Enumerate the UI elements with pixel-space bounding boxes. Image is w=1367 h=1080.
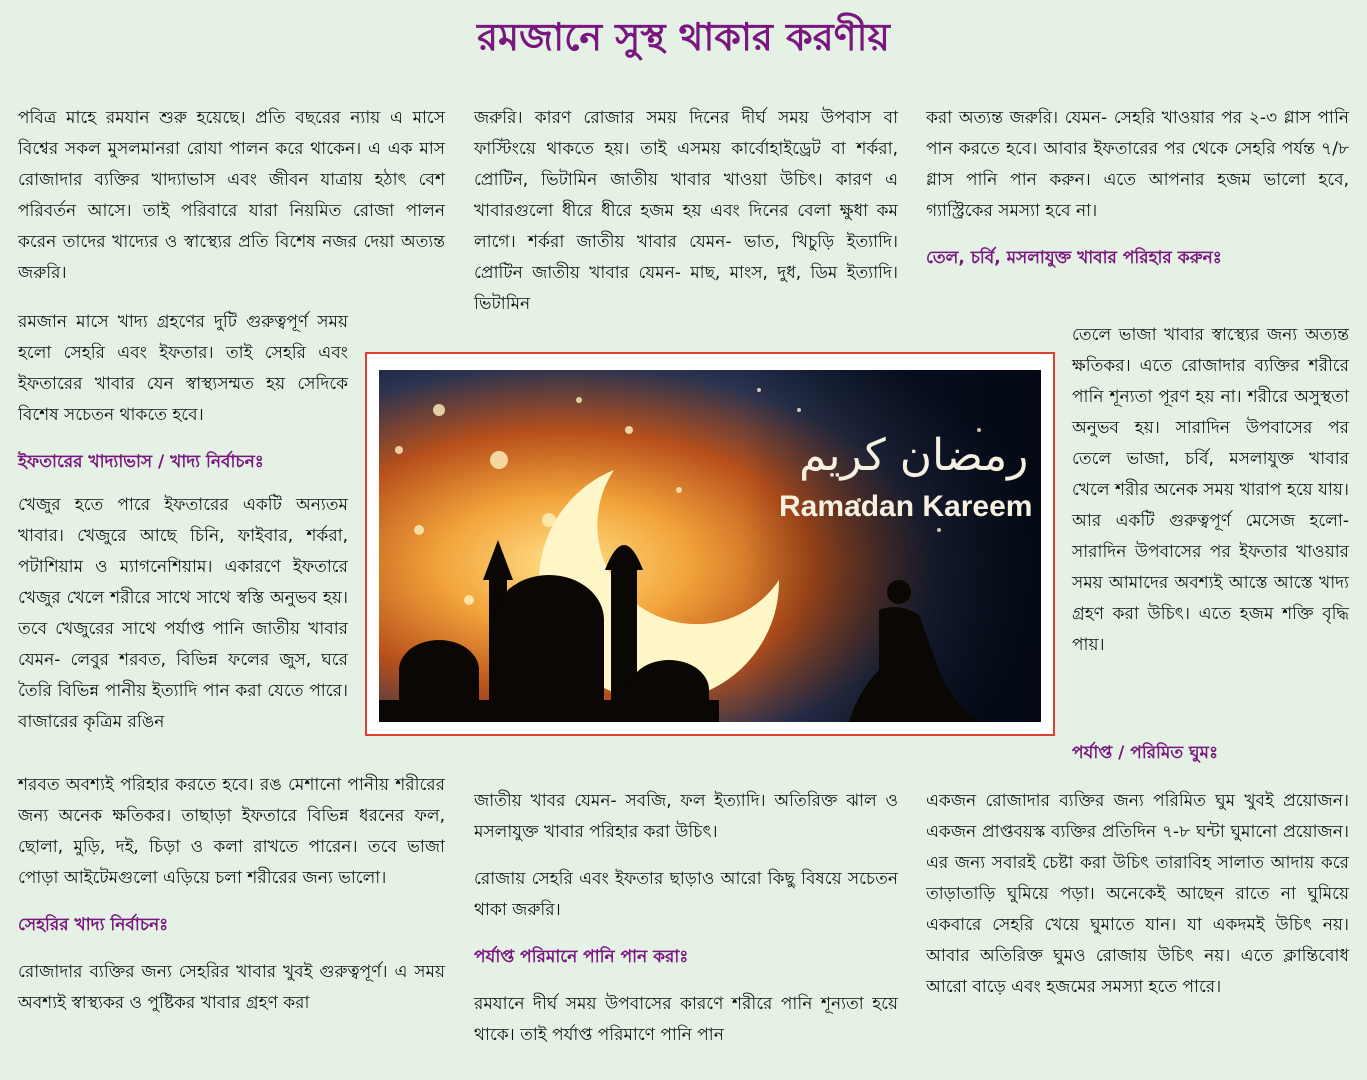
image-caption: Ramadan Kareem xyxy=(779,490,1033,523)
section-heading-iftar: ইফতারের খাদ্যাভাস / খাদ্য নির্বাচনঃ xyxy=(18,452,264,472)
paragraph: রোজাদার ব্যক্তির জন্য সেহরির খাবার খুবই গুরুত্বপূর্ণ। এ সময় অবশ্যই স্বাস্থ্যকর ও পুষ্টিকর খাবার গ্রহণ করা xyxy=(18,962,445,1013)
arabic-calligraphy: رمضان كريم xyxy=(799,430,1029,481)
section-heading-water: পর্যাপ্ত পরিমানে পানি পান করাঃ xyxy=(474,947,689,967)
paragraph: একজন রোজাদার ব্যক্তির জন্য পরিমিত ঘুম খুবই প্রয়োজন। একজন প্রাপ্তবয়স্ক ব্যক্তির প্রতিদিন ৭-৮ ঘন্টা ঘুমানো প্রয়োজন। এর জন্য সবারই চেষ্টা করা উচিৎ তারাবিহ সালাত আদায় করে তাড়াতাড়ি ঘুমিয়ে পড়া। অনেকেই আছেন রাতে না ঘুমিয়ে একবারে সেহরি খেয়ে ঘুমাতে যান। যা একদমই উচিৎ নয়। আবার অতিরিক্ত ঘুমও রোজায় উচিৎ নয়। এতে ক্লান্তিবোধ আরো বাড়ে এবং হজমের সমস্যা হতে পারে। xyxy=(926,791,1349,997)
paragraph: করা অত্যন্ত জরুরি। যেমন- সেহরি খাওয়ার পর ২-৩ গ্লাস পানি পান করতে হবে। আবার ইফতারের পর থেকে সেহরি পর্যন্ত ৭/৮ গ্লাস পানি পান করুন। এতে আপনার হজম ভালো হবে, গ্যাস্ট্রিকের সমস্যা হবে না। xyxy=(926,108,1349,221)
column-3-sleep-head xyxy=(1072,738,1349,785)
section-heading-sehri: সেহরির খাদ্য নির্বাচনঃ xyxy=(18,915,169,935)
paragraph: তেলে ভাজা খাবার স্বাস্থ্যের জন্য অত্যন্ত ক্ষতিকর। এতে রোজাদার ব্যক্তির শরীরে পানি শূন্যতা পূরণ হয় না। শরীরে অসুস্থতা অনুভব হয়। সারাদিন উপবাসের পর তেলে ভাজা, চর্বি, মসলাযুক্ত খাবার খেলে শরীর অনেক সময় খারাপ হয়ে যায়। আর একটি গুরুত্বপূর্ণ মেসেজ হলো- সারাদিন উপবাসের পর ইফতার খাওয়ার সময় আমাদের অবশ্যই আস্তে আস্তে খাদ্য গ্রহণ করা উচিৎ। এতে হজম শক্তি বৃদ্ধি পায়। xyxy=(1072,325,1349,655)
column-1-bottom xyxy=(18,490,348,750)
paragraph: পবিত্র মাহে রমযান শুরু হয়েছে। প্রতি বছরের ন্যায় এ মাসে বিশ্বের সকল মুসলমানরা রোযা পালন করে থাকেন। এ এক মাস রোজাদার ব্যক্তির খাদ্যাভাস এবং জীবন যাত্রায় হঠাৎ বেশ পরিবর্তন আসে। তাই পরিবারে যারা নিয়মিত রোজা পালন করেন তাদের খাদ্যের ও স্বাস্থ্যের প্রতি বিশেষ নজর দেয়া অত্যন্ত জরুরি। xyxy=(18,108,445,283)
column-3-bottom xyxy=(926,786,1349,1019)
paragraph: জাতীয় খাবর যেমন- সবজি, ফল ইত্যাদি। অতিরিক্ত ঝাল ও মসলাযুক্ত খাবার পরিহার করা উচিৎ। xyxy=(474,791,898,842)
paragraph-iftar-part: খেজুর হতে পারে ইফতারের একটি অন্যতম খাবার। খেজুরে আছে চিনি, ফাইবার, শর্করা, পটাশিয়াম ও ম্যাগনেশিয়াম। একারণে ইফতারে খেজুর খেলে শরীরে সাথে সাথে স্বস্তি অনুভব হয়। তবে খেজুরের সাথে পর্যাপ্ত পানি জাতীয় খাবার যেমন- লেবুর শরবত, বিভিন্ন ফলের জুস, ঘরে তৈরি বিভিন্ন পানীয় ইত্যাদি পান করা যেতে পারে। বাজারের কৃত্রিম রঙিন xyxy=(18,495,348,732)
page-title: রমজানে সুস্থ থাকার করণীয় xyxy=(477,14,890,59)
ramadan-illustration xyxy=(379,370,1041,722)
section-heading-sleep: পর্যাপ্ত / পরিমিত ঘুমঃ xyxy=(1072,743,1219,763)
paragraph: জরুরি। কারণ রোজার সময় দিনের দীর্ঘ সময় উপবাস বা ফাস্টিংয়ে থাকতে হয়। তাই এসময় কার্বোহাইড্রেট বা শর্করা, প্রোটিন, ভিটামিন জাতীয় খাবার খাওয়া উচিৎ। কারণ এ খাবারগুলো ধীরে ধীরে হজম হয় এবং দিনের বেলা ক্ষুধা কম লাগে। শর্করা জাতীয় খাবার যেমন- ভাত, খিচুড়ি ইত্যাদি। প্রোটিন জাতীয় খাবার যেমন- মাছ, মাংস, দুধ, ডিম ইত্যাদি। ভিটামিন xyxy=(474,108,898,314)
paragraph: রোজায় সেহরি এবং ইফতার ছাড়াও আরো কিছু বিষয়ে সচেতন থাকা জরুরি। xyxy=(474,869,898,920)
paragraph: রমযানে দীর্ঘ সময় উপবাসের কারণে শরীরে পানি শূন্যতা হয়ে থাকে। তাই পর্যাপ্ত পরিমাণে পানি পান xyxy=(474,994,898,1045)
column-2-bottom xyxy=(474,786,898,1067)
paragraph: রমজান মাসে খাদ্য গ্রহণের দুটি গুরুত্বপূর্ণ সময় হলো সেহরি এবং ইফতার। তাই সেহরি এবং ইফতারের খাবার যেন স্বাস্থ্যসম্মত হয় সেদিকে বিশেষ সচেতন থাকতে হবে। xyxy=(18,312,348,425)
paragraph-iftar-continued: শরবত অবশ্যই পরিহার করতে হবে। রঙ মেশানো পানীয় শরীরের জন্য অনেক ক্ষতিকর। তাছাড়া ইফতারে বিভিন্ন ধরনের ফল, ছোলা, মুড়ি, দই, চিড়া ও কলা রাখতে পারেন। তবে ভাজা পোড়া আইটেমগুলো এড়িয়ে চলা শরীরের জন্য ভালো। xyxy=(18,775,445,888)
column-1-wrap xyxy=(18,307,348,494)
section-heading-oil: তেল, চর্বি, মসলাযুক্ত খাবার পরিহার করুনঃ xyxy=(926,248,1222,268)
column-3-top xyxy=(926,103,1349,290)
column-3-wrap xyxy=(1072,320,1349,677)
column-1-top xyxy=(18,103,445,305)
column-2-top xyxy=(474,103,898,336)
ramadan-kareem-image xyxy=(365,352,1055,736)
column-1-lower xyxy=(18,770,445,1035)
